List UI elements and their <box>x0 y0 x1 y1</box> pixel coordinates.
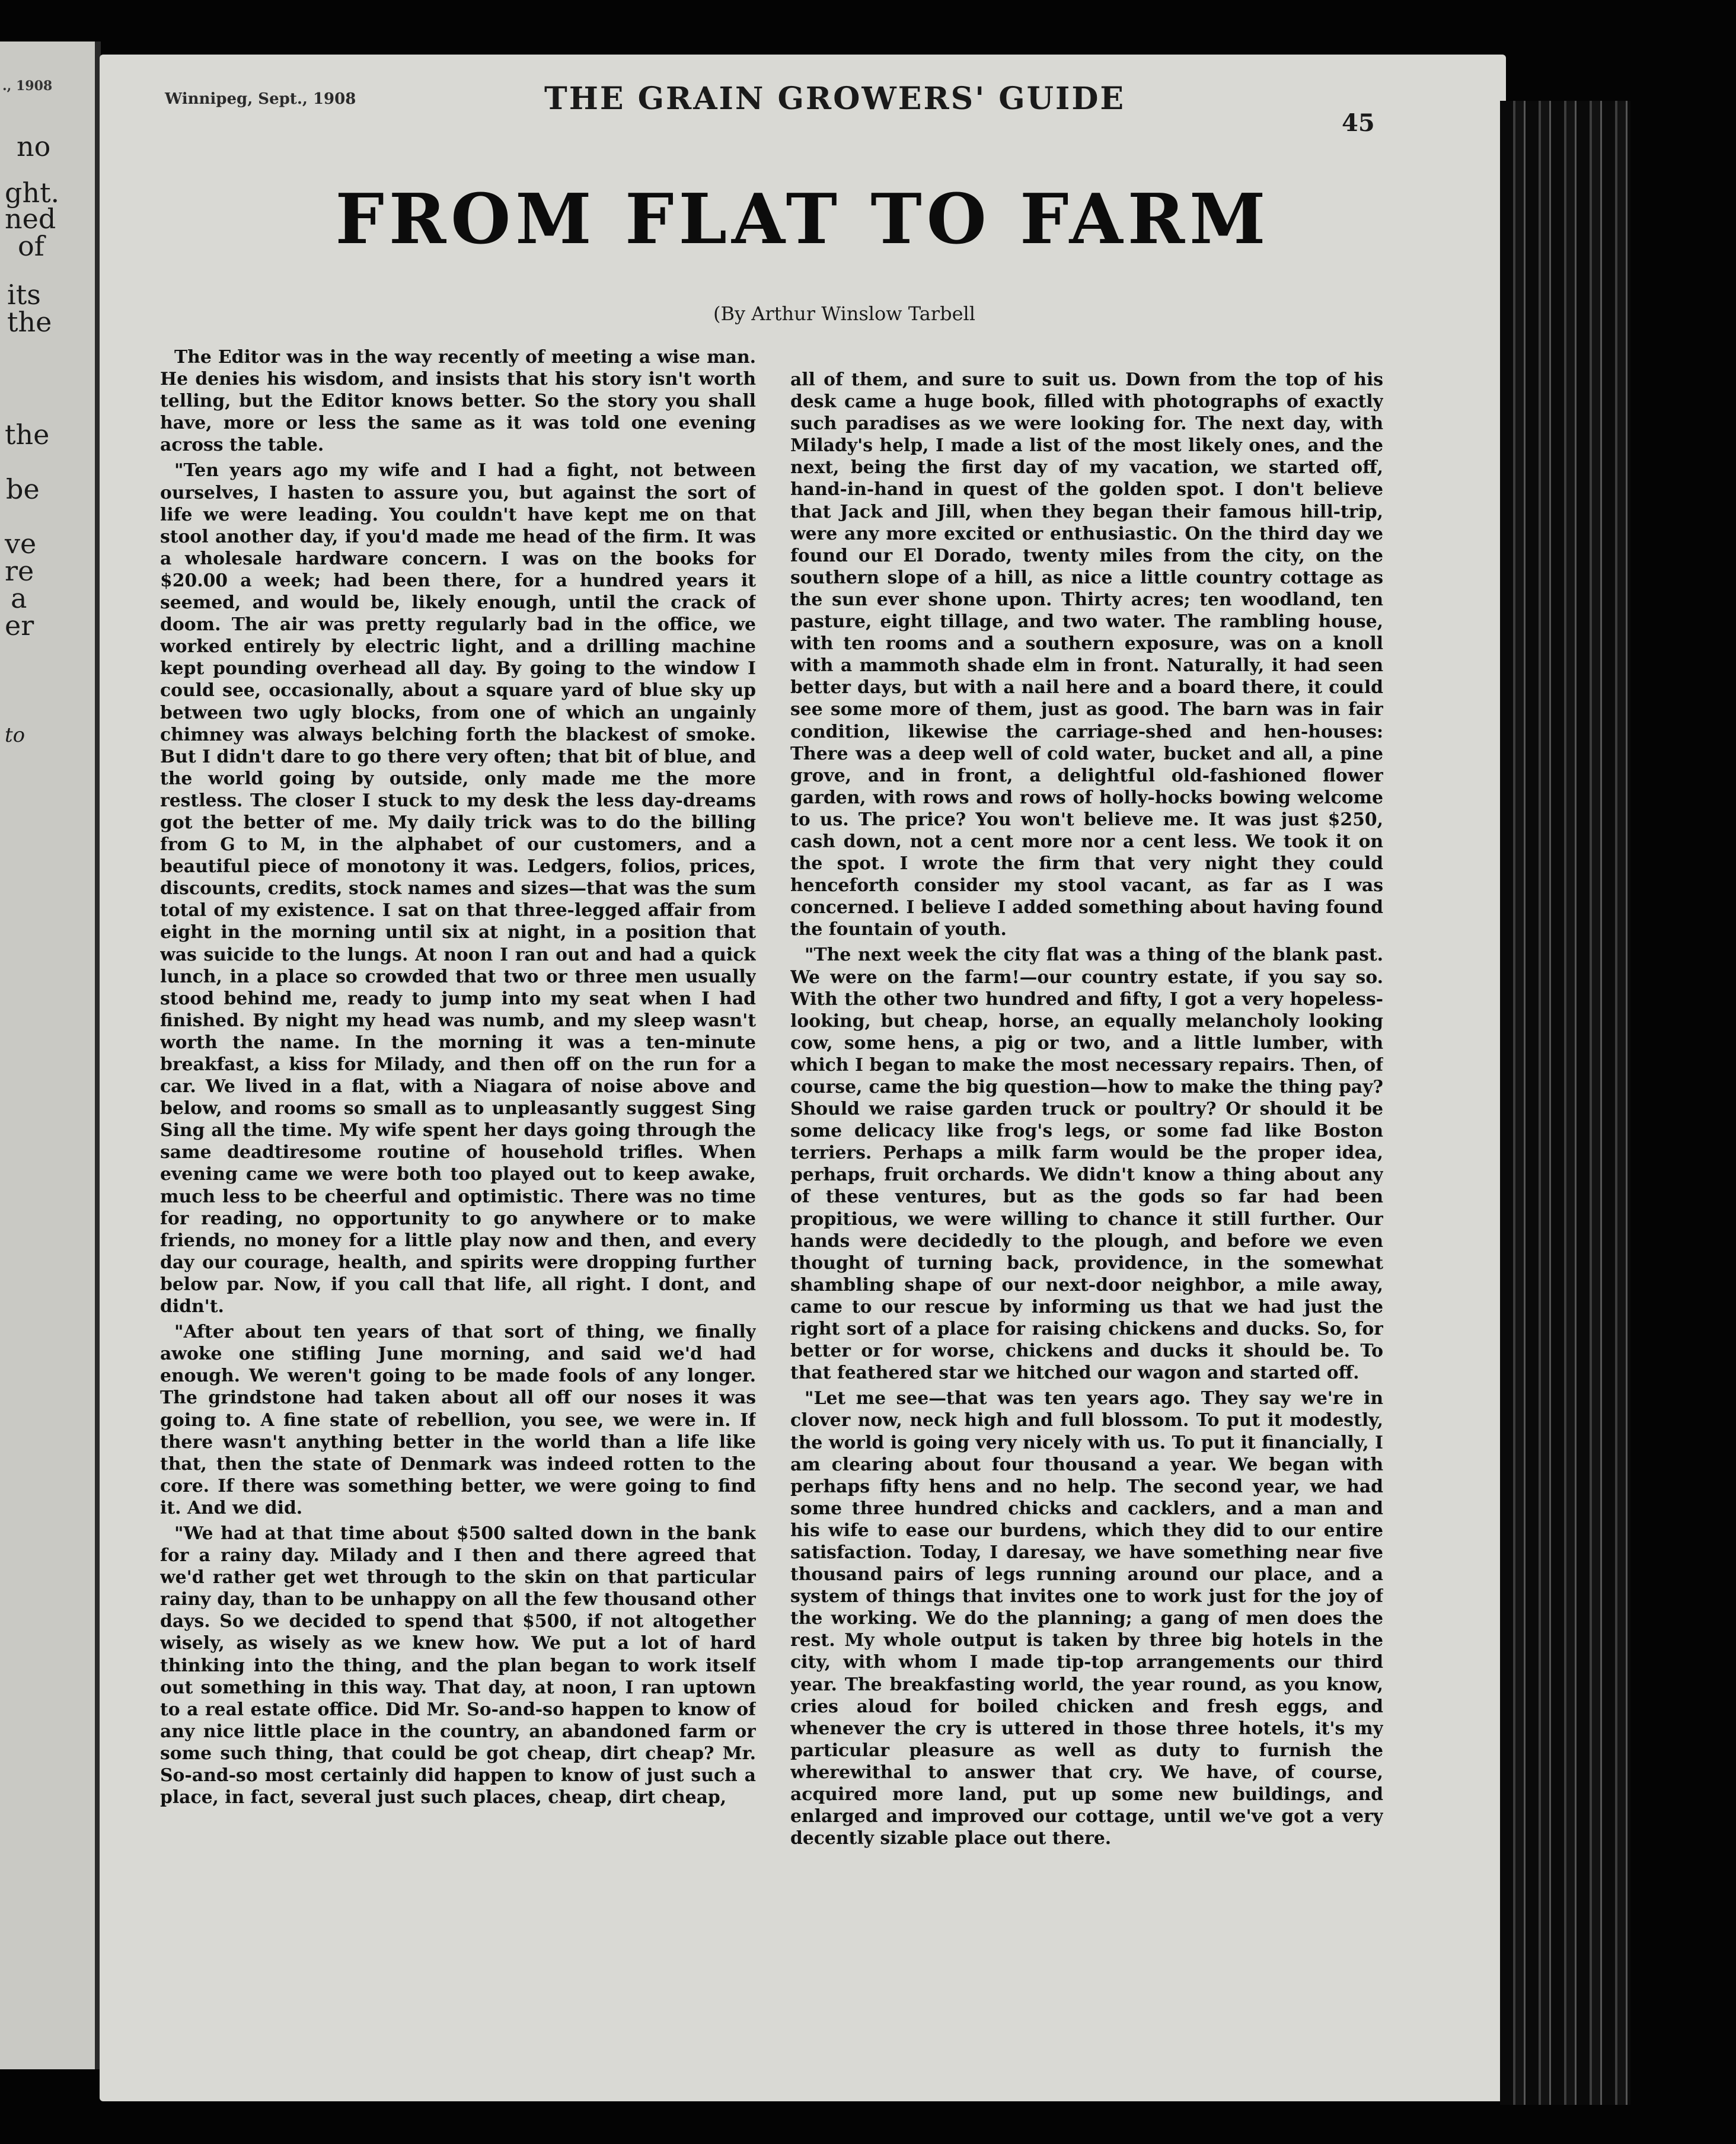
page-number: 45 <box>1342 109 1375 137</box>
book-page-edges <box>1500 101 1630 2105</box>
previous-page-word: the <box>7 306 52 338</box>
left-column <box>160 346 756 2078</box>
paragraph: "We had at that time about $500 salted down in the bank for a rainy day. Milady and I then and there agreed that we'd rather get wet through to the skin on that particular rainy day, than to be unhappy on all the few thousand other days. So we decided to spend that $500, if not altogether wisely, as wisely as we knew how. We put a lot of hard thinking into the thing, and the plan began to work itself out something in this way. That day, at noon, I ran uptown to a real estate office. Did Mr. So-and-so happen to know of any nice little place in the country, an abandoned farm or some such thing, that could be got cheap, dirt cheap? Mr. So-and-so most certainly did happen to know of just such a place, in fact, several just such places, cheap, dirt cheap, <box>160 1523 756 1808</box>
paragraph: "The next week the city flat was a thing of the blank past. We were on the farm!—our country estate, if you say so. With the other two hundred and fifty, I got a very hopeless-looking, but cheap, horse, an equally melancholy looking cow, some hens, a pig or two, and a little lumber, with which I began to make the most necessary repairs. Then, of course, came the big question—how to make the thing pay? Should we raise garden truck or poultry? Or should it be some delicacy like frog's legs, or some fad like Boston terriers. Perhaps a milk farm would be the proper idea, perhaps, fruit orchards. We didn't know a thing about any of these ventures, but as the gods so far had been propitious, we were willing to chance it still further. Our hands were decidedly to the plough, and before we even thought of turning back, providence, in the somewhat shambling shape of our next-door neighbor, a mile away, came to our rescue by informing us that we had just the right sort of a place for raising chickens and ducks. So, for better or for worse, chickens and ducks it should be. To that feathered star we hitched our wagon and started off. <box>790 945 1383 1384</box>
previous-page-word: a <box>11 582 27 614</box>
magazine-page <box>100 55 1506 2101</box>
previous-page-word: ned <box>5 203 56 235</box>
previous-page-word: no <box>17 130 51 162</box>
dateline: Winnipeg, Sept., 1908 <box>165 90 356 108</box>
previous-page-edge <box>0 42 101 2069</box>
previous-page-word: the <box>5 419 50 451</box>
article-byline: (By Arthur Winslow Tarbell <box>713 302 975 325</box>
previous-page-word: ght. <box>5 177 60 209</box>
paragraph: The Editor was in the way recently of meeting a wise man. He denies his wisdom, and insists that his story isn't worth telling, but the Editor knows better. So the story you shall have, more or less the same as it was told one evening across the table. <box>160 347 756 456</box>
previous-page-word: to <box>5 723 25 747</box>
previous-page-word: re <box>5 555 34 587</box>
previous-page-word: be <box>6 473 40 505</box>
previous-page-word: of <box>18 230 44 262</box>
previous-page-header: ., 1908 <box>2 78 53 94</box>
right-column <box>790 369 1383 2100</box>
previous-page-word: its <box>7 279 41 311</box>
publication-title: THE GRAIN GROWERS' GUIDE <box>544 81 1126 117</box>
previous-page-word: ve <box>5 528 37 560</box>
paragraph: "Let me see—that was ten years ago. They say we're in clover now, neck high and full blossom. To put it modestly, the world is going very nicely with us. To put it financially, I am clearing about four thousand a year. We began with perhaps fifty hens and no help. The second year, we had some three hundred chicks and cacklers, and a man and his wife to ease our burdens, which they did to our entire satisfaction. Today, I daresay, we have something near five thousand pairs of legs running around our place, and a system of things that invites one to work just for the joy of the working. We do the planning; a gang of men does the rest. My whole output is taken by three big hotels in the city, with whom I made tip-top arrangements our third year. The breakfasting world, the year round, as you know, cries aloud for boiled chicken and fresh eggs, and whenever the cry is uttered in those three hotels, it's my particular pleasure as well as duty to furnish the wherewithal to answer that cry. We have, of course, acquired more land, put up some new buildings, and enlarged and improved our cottage, until we've got a very decently sizable place out there. <box>790 1388 1383 1849</box>
paragraph: "Ten years ago my wife and I had a fight, not between ourselves, I hasten to assure you, but against the sort of life we were leading. You couldn't have kept me on that stool another day, if you'd made me head of the firm. It was a wholesale hardware concern. I was on the books for $20.00 a week; had been there, for a hundred years it seemed, and would be, likely enough, until the crack of doom. The air was pretty regularly bad in the office, we worked entirely by electric light, and a drilling machine kept pounding overhead all day. By going to the window I could see, occasionally, about a square yard of blue sky up between two ugly blocks, from one of which an ungainly chimney was always belching forth the blackest of smoke. But I didn't dare to go there very often; that bit of blue, and the world going by outside, only made me the more restless. The closer I stuck to my desk the less day-dreams got the better of me. My daily trick was to do the billing from G to M, in the alphabet of our customers, and a beautiful piece of monotony it was. Ledgers, folios, prices, discounts, credits, stock names and sizes—that was the sum total of my existence. I sat on that three-legged affair from eight in the morning until six at night, in a position that was suicide to the lungs. At noon I ran out and had a quick lunch, in a place so crowded that two or three men usually stood behind me, ready to jump into my seat when I had finished. By night my head was numb, and my sleep wasn't worth the name. In the morning it was a ten-minute breakfast, a kiss for Milady, and then off on the run for a car. We lived in a flat, with a Niagara of noise above and below, and rooms so small as to unpleasantly suggest Sing Sing all the time. My wife spent her days going through the same deadtiresome routine of household trifles. When evening came we were both too played out to keep awake, much less to be cheerful and optimistic. There was no time for reading, no opportunity to go anywhere or to make friends, no money for a little play now and then, and every day our courage, health, and spirits were dropping further below par. Now, if you call that life, all right. I dont, and didn't. <box>160 460 756 1317</box>
paragraph: all of them, and sure to suit us. Down from the top of his desk came a huge book, filled with photographs of exactly such paradises as we were looking for. The next day, with Milady's help, I made a list of the most likely ones, and the next, being the first day of my vacation, we started off, hand-in-hand in quest of the golden spot. I don't believe that Jack and Jill, when they began their famous hill-trip, were any more excited or enthusiastic. On the third day we found our El Dorado, twenty miles from the city, on the southern slope of a hill, as nice a little country cottage as the sun ever shone upon. Thirty acres; ten woodland, ten pasture, eight tillage, and two water. The rambling house, with ten rooms and a southern exposure, was on a knoll with a mammoth shade elm in front. Naturally, it had seen better days, but with a nail here and a board there, it could see some more of them, just as good. The barn was in fair condition, likewise the carriage-shed and hen-houses: There was a deep well of cold water, bucket and all, a pine grove, and in front, a delightful old-fashioned flower garden, with rows and rows of holly-hocks bowing welcome to us. The price? You won't believe me. It was just $250, cash down, not a cent more nor a cent less. We took it on the spot. I wrote the firm that very night they could henceforth consider my stool vacant, as far as I was concerned. I believe I added something about having found the fountain of youth. <box>790 369 1383 940</box>
paragraph: "After about ten years of that sort of thing, we finally awoke one stifling June morning, and said we'd had enough. We weren't going to be made fools of any longer. The grindstone had taken about all off our noses it was going to. A fine state of rebellion, you see, we were in. If there wasn't anything better in the world than a life like that, then the state of Denmark was indeed rotten to the core. If there was something better, we were going to find it. And we did. <box>160 1322 756 1518</box>
previous-page-word: er <box>5 610 34 642</box>
article-title: FROM FLAT TO FARM <box>335 179 1271 260</box>
